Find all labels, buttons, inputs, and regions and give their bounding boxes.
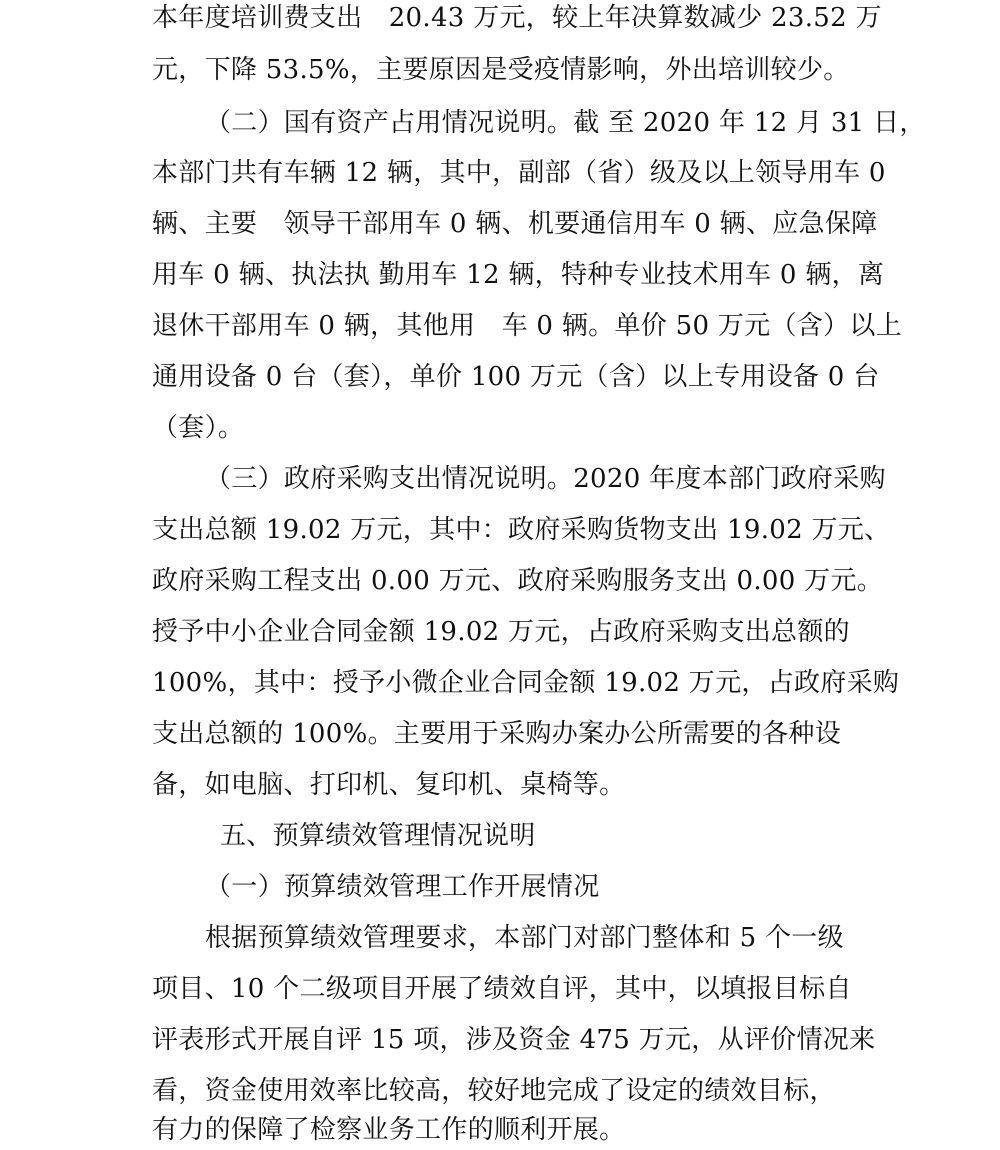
text-line-10: （三）政府采购支出情况说明。2020 年度本部门政府采购: [205, 464, 886, 494]
text-line-16: 备，如电脑、打印机、复印机、桌椅等。: [152, 770, 626, 800]
text-line-4: 本部门共有车辆 12 辆，其中，副部（省）级及以上领导用车 0: [152, 158, 886, 188]
section-heading: 五、预算绩效管理情况说明: [220, 821, 536, 851]
text-line-14: 100%，其中：授予小微企业合同金额 19.02 万元，占政府采购: [152, 668, 900, 698]
text-line-3: （二）国有资产占用情况说明。截 至 2020 年 12 月 31 日，: [205, 108, 926, 138]
text-line-20: 项目、10 个二级项目开展了绩效自评，其中，以填报目标自: [152, 974, 852, 1004]
text-line-7: 退休干部用车 0 辆，其他用 车 0 辆。单价 50 万元（含）以上: [152, 311, 902, 341]
text-line-2: 元，下降 53.5%，主要原因是受疫情影响，外出培训较少。: [152, 55, 850, 85]
subsection-heading: （一）预算绩效管理工作开展情况: [205, 872, 600, 902]
text-line-6: 用车 0 辆、执法执 勤用车 12 辆，特种专业技术用车 0 辆，离: [152, 260, 885, 290]
text-line-21: 评表形式开展自评 15 项，涉及资金 475 万元，从评价情况来: [152, 1025, 876, 1055]
text-line-15: 支出总额的 100%。主要用于采购办案办公所需要的各种设: [152, 719, 841, 749]
text-line-11: 支出总额 19.02 万元，其中：政府采购货物支出 19.02 万元、: [152, 515, 891, 545]
text-line-22: 看，资金使用效率比较高，较好地完成了设定的绩效目标，: [152, 1076, 836, 1106]
text-line-12: 政府采购工程支出 0.00 万元、政府采购服务支出 0.00 万元。: [152, 566, 884, 596]
text-line-9: （套）。: [152, 413, 245, 443]
text-line-5: 辆、主要 领导干部用车 0 辆、机要通信用车 0 辆、应急保障: [152, 209, 878, 239]
text-line-1: 本年度培训费支出 20.43 万元，较上年决算数减少 23.52 万: [152, 3, 882, 33]
text-line-19: 根据预算绩效管理要求，本部门对部门整体和 5 个一级: [205, 923, 844, 953]
text-line-8: 通用设备 0 台（套），单价 100 万元（含）以上专用设备 0 台: [152, 362, 880, 392]
text-line-23: 有力的保障了检察业务工作的顺利开展。: [152, 1115, 626, 1145]
text-line-13: 授予中小企业合同金额 19.02 万元，占政府采购支出总额的: [152, 617, 850, 647]
